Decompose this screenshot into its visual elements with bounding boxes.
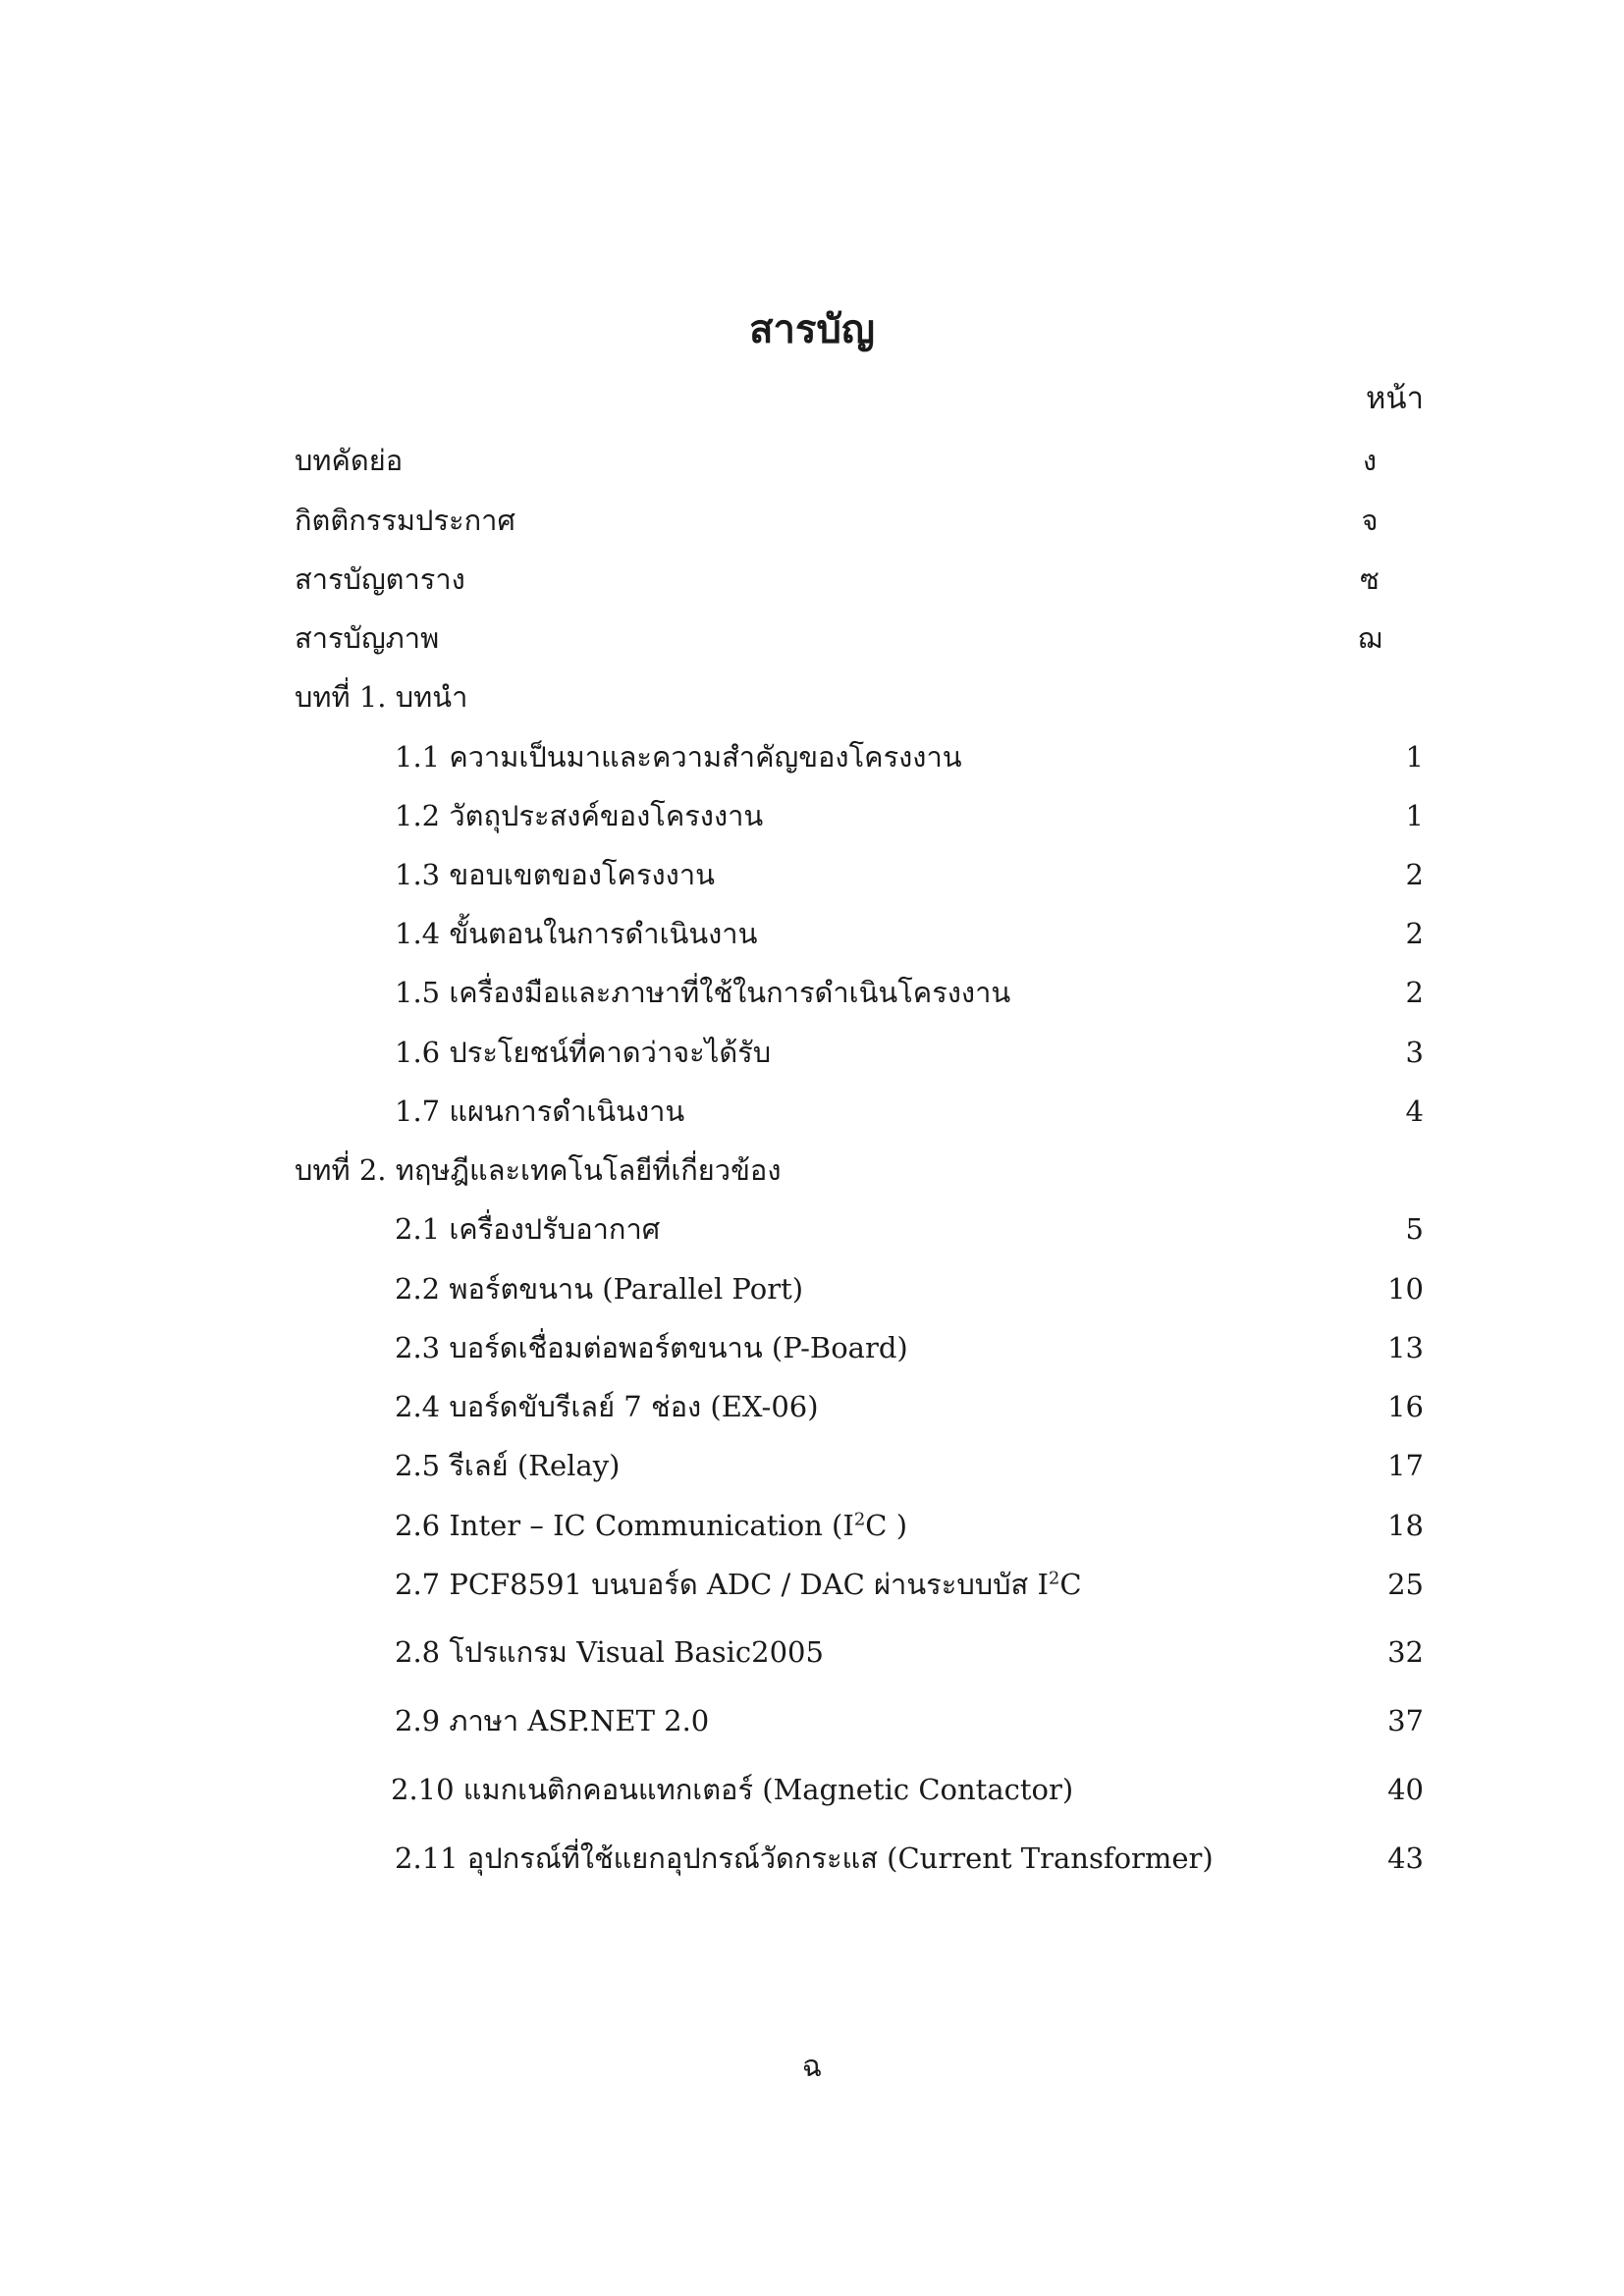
- toc-entry-page: 4: [1405, 1095, 1424, 1128]
- toc-section: [0, 1031, 1624, 1074]
- section-number: 2.2: [395, 1272, 441, 1306]
- section-number: 1.2: [395, 799, 441, 832]
- superscript: 2: [853, 1509, 866, 1530]
- toc-chapter-label: บทที่ 2. ทฤษฎีและเทคโนโลยีที่เกี่ยวข้อง: [295, 1153, 782, 1187]
- toc-entry-page: 16: [1387, 1390, 1424, 1423]
- toc-chapter-1: [0, 675, 1624, 719]
- section-title-part: C: [1059, 1568, 1082, 1601]
- toc-entry-page: 32: [1387, 1635, 1424, 1669]
- toc-section: [0, 1630, 1624, 1674]
- toc-section: [0, 1768, 1624, 1811]
- toc-section: [0, 1267, 1624, 1310]
- toc-chapter-2: [0, 1148, 1624, 1192]
- section-number: 2.5: [395, 1449, 441, 1482]
- toc-entry-abstract: [0, 439, 1624, 482]
- section-number: 1.5: [395, 976, 441, 1009]
- section-title: พอร์ตขนาน (Parallel Port): [449, 1272, 804, 1306]
- toc-section: [0, 1385, 1624, 1428]
- toc-entry-page: ซ: [1360, 562, 1380, 596]
- toc-entry-page: 25: [1387, 1568, 1424, 1601]
- section-number: 2.6: [395, 1509, 441, 1542]
- toc-entry-page: 10: [1387, 1272, 1424, 1306]
- toc-section: [0, 1207, 1624, 1251]
- section-title: บอร์ดเชื่อมต่อพอร์ตขนาน (P-Board): [449, 1331, 908, 1364]
- toc-section: [0, 1837, 1624, 1880]
- toc-entry-page: 1: [1405, 799, 1424, 832]
- toc-section: [0, 853, 1624, 896]
- toc-section: [0, 735, 1624, 778]
- page-title: สารบัญ: [749, 306, 875, 352]
- superscript: 2: [1048, 1568, 1060, 1589]
- toc-entry-list-of-tables: [0, 558, 1624, 601]
- toc-entry-acknowledgement: [0, 499, 1624, 542]
- section-title: บอร์ดขับรีเลย์ 7 ช่อง (EX-06): [449, 1390, 819, 1423]
- toc-section: [0, 971, 1624, 1014]
- toc-entry-page: 18: [1387, 1509, 1424, 1542]
- toc-entry-page: 43: [1387, 1842, 1424, 1875]
- section-number: 2.8: [395, 1635, 441, 1669]
- page-column-header: หน้า: [1365, 381, 1424, 416]
- section-number: 1.7: [395, 1095, 441, 1128]
- toc-section: [0, 794, 1624, 837]
- section-title: ความเป็นมาและความสำคัญของโครงงาน: [449, 740, 962, 774]
- toc-entry-page: 1: [1405, 740, 1424, 774]
- toc-entry-page: 40: [1387, 1773, 1424, 1806]
- section-title: ขอบเขตของโครงงาน: [449, 858, 715, 891]
- toc-section: [0, 1326, 1624, 1369]
- section-title: ภาษา ASP.NET 2.0: [449, 1704, 710, 1737]
- section-number: 2.3: [395, 1331, 441, 1364]
- toc-entry-label: สารบัญตาราง: [295, 562, 465, 596]
- toc-section: [0, 1699, 1624, 1742]
- toc-section: [0, 1090, 1624, 1133]
- toc-entry-page: 3: [1405, 1036, 1424, 1069]
- section-title: เครื่องปรับอากาศ: [449, 1212, 661, 1246]
- footer-page-number: ฉ: [801, 2050, 823, 2084]
- section-title-part: PCF8591 บนบอร์ด ADC / DAC ผ่านระบบบัส I: [449, 1568, 1049, 1601]
- toc-entry-page: 2: [1405, 976, 1424, 1009]
- toc-entry-page: จ: [1361, 504, 1379, 537]
- toc-entry-page: 2: [1405, 917, 1424, 950]
- section-number: 1.6: [395, 1036, 441, 1069]
- toc-entry-label: สารบัญภาพ: [295, 621, 440, 655]
- section-title-part: C ): [865, 1509, 908, 1542]
- toc-entry-page: 17: [1387, 1449, 1424, 1482]
- toc-entry-page: ฌ: [1357, 621, 1382, 655]
- section-number: 2.1: [395, 1212, 441, 1246]
- section-number: 2.10: [391, 1773, 455, 1806]
- toc-entry-label: บทคัดย่อ: [295, 444, 404, 477]
- section-number: 1.4: [395, 917, 441, 950]
- section-number: 2.4: [395, 1390, 441, 1423]
- toc-section: [0, 912, 1624, 955]
- section-title-part: Inter – IC Communication (I: [449, 1509, 854, 1542]
- section-title: [449, 1509, 907, 1542]
- section-number: 1.3: [395, 858, 441, 891]
- section-title: เครื่องมือและภาษาที่ใช้ในการดำเนินโครงงาน: [449, 976, 1011, 1009]
- toc-entry-page: 13: [1387, 1331, 1424, 1364]
- toc-entry-list-of-figures: [0, 616, 1624, 660]
- toc-chapter-label: บทที่ 1. บทนำ: [295, 680, 468, 714]
- toc-entry-label: กิตติกรรมประกาศ: [295, 504, 515, 537]
- section-title: แมกเนติกคอนแทกเตอร์ (Magnetic Contactor): [462, 1773, 1074, 1806]
- section-number: 2.7: [395, 1568, 441, 1601]
- section-title: [449, 1568, 1081, 1601]
- toc-entry-page: ง: [1362, 444, 1378, 477]
- section-title: วัตถุประสงค์ของโครงงาน: [449, 799, 764, 832]
- toc-section: [0, 1444, 1624, 1487]
- section-number: 2.11: [395, 1842, 459, 1875]
- section-number: 1.1: [395, 740, 441, 774]
- toc-entry-page: 5: [1405, 1212, 1424, 1246]
- section-title: โปรแกรม Visual Basic2005: [449, 1635, 824, 1669]
- section-number: 2.9: [395, 1704, 441, 1737]
- toc-entry-page: 37: [1387, 1704, 1424, 1737]
- toc-section: [0, 1563, 1624, 1606]
- section-title: ขั้นตอนในการดำเนินงาน: [449, 917, 758, 950]
- section-title: อุปกรณ์ที่ใช้แยกอุปกรณ์วัดกระแส (Current Transformer): [466, 1842, 1214, 1875]
- toc-entry-page: 2: [1405, 858, 1424, 891]
- section-title: รีเลย์ (Relay): [449, 1449, 621, 1482]
- toc-section: [0, 1504, 1624, 1547]
- section-title: ประโยชน์ที่คาดว่าจะได้รับ: [449, 1036, 772, 1069]
- section-title: แผนการดำเนินงาน: [449, 1095, 685, 1128]
